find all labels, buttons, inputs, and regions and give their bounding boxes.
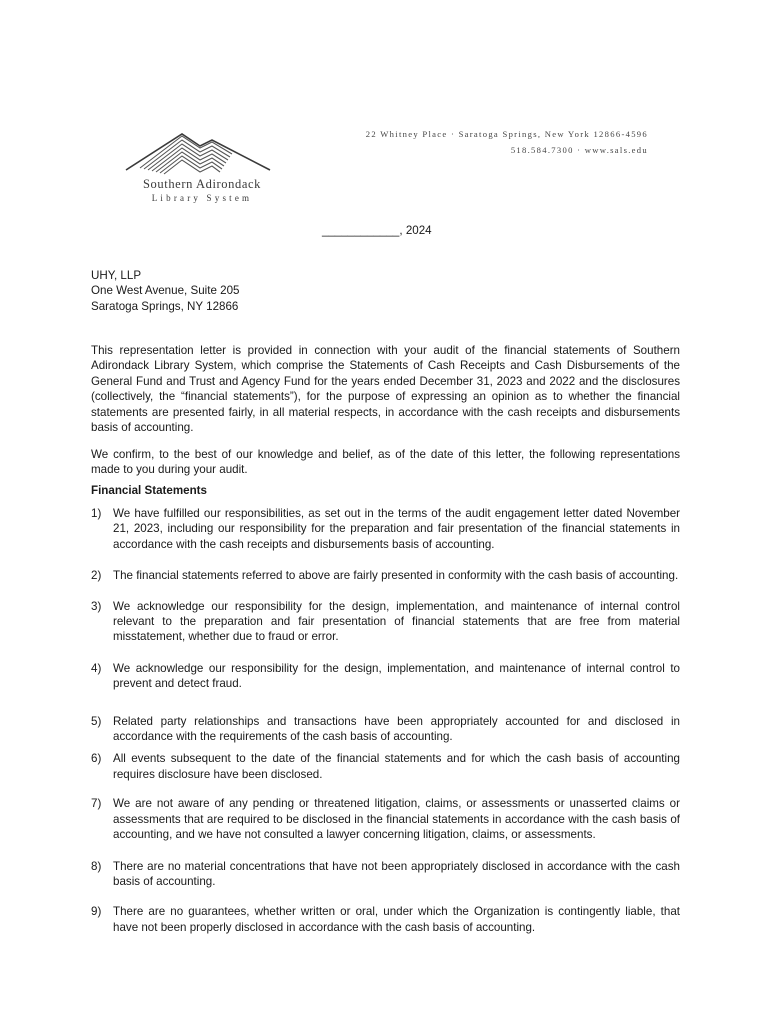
intro-paragraph: This representation letter is provided in connection with your audit of the financial statements of Southern Adirondack Library System, which comprise the Statements of Cash Receipts and Cash Disbursements of the General Fund and Trust and Agency Fund for the years ended December 31, 2023 and 2022 and the disclosures (collectively, the “financial statements”), for the purpose of expressing an opinion as to whether the financial statements are presented fairly, in all material respects, in accordance with the cash receipts and disbursements basis of accounting. [91,344,680,435]
org-subtitle: Library System [151,193,253,203]
list-item [91,796,680,842]
item-text: We are not aware of any pending or threatened litigation, claims, or assessments or unasserted claims or assessments that are required to be disclosed in the financial statements in accordance with the cash basis of accounting, and we have not consulted a lawyer concerning litigation, claims, or assessments. [113,797,680,842]
list-item [91,859,680,890]
item-text: There are no guarantees, whether written or oral, under which the Organization is contingently liable, that have not been properly disclosed in accordance with the cash basis of accounting. [113,905,680,934]
item-number: 5) [91,714,102,728]
recipient-address [91,268,680,314]
list-item [91,661,680,692]
list-item [91,714,680,745]
letterhead-address [366,126,648,158]
list-item [91,751,680,782]
item-text: We acknowledge our responsibility for the design, implementation, and maintenance of internal control relevant to the preparation and fair presentation of financial statements that are free from material misstatement, whether due to fraud or error. [113,599,680,644]
item-text: All events subsequent to the date of the financial statements and for which the cash basis of accounting requires disclosure have been disclosed. [113,752,680,781]
address-line: 22 Whitney Place · Saratoga Springs, New York 12866-4596 [365,129,648,139]
item-number: 6) [91,752,102,766]
mountain-logo-icon [120,130,285,176]
recipient-line: One West Avenue, Suite 205 [91,284,240,298]
representations-list [91,506,680,935]
list-item [91,506,680,552]
item-text: Related party relationships and transactions have been appropriately accounted for and disclosed in accordance with the requirements of the cash basis of accounting. [113,714,680,744]
org-name: Southern Adirondack [143,177,261,191]
library-logo [120,130,285,210]
item-number: 3) [91,599,102,613]
item-number: 7) [91,797,102,811]
list-item [91,568,680,583]
confirm-paragraph: We confirm, to the best of our knowledge and belief, as of the date of this letter, the following representations made to you during your audit. [91,448,680,477]
item-number: 4) [91,661,102,675]
contact-line: 518.584.7300 · www.sals.edu [510,145,648,155]
list-item [91,599,680,645]
item-number: 2) [91,569,102,583]
recipient-line: Saratoga Springs, NY 12866 [91,299,239,313]
letter-date: ____________, 2024 [322,224,432,237]
item-text: We acknowledge our responsibility for the design, implementation, and maintenance of internal control to prevent and detect fraud. [113,661,680,691]
section-heading: Financial Statements [91,484,207,497]
item-number: 1) [91,507,102,520]
item-text: The financial statements referred to above are fairly presented in conformity with the cash basis of accounting. [113,569,679,583]
item-number: 9) [91,905,102,919]
list-item [91,904,680,935]
item-text: We have fulfilled our responsibilities, as set out in the terms of the audit engagement letter dated November 21, 2023, including our responsibility for the preparation and fair presentation of the financial statements in accordance with the cash receipts and disbursements basis of accounting. [113,507,680,551]
item-number: 8) [91,859,102,873]
item-text: There are no material concentrations that have not been appropriately disclosed in accordance with the cash basis of accounting. [113,859,680,888]
recipient-line: UHY, LLP [91,269,142,282]
